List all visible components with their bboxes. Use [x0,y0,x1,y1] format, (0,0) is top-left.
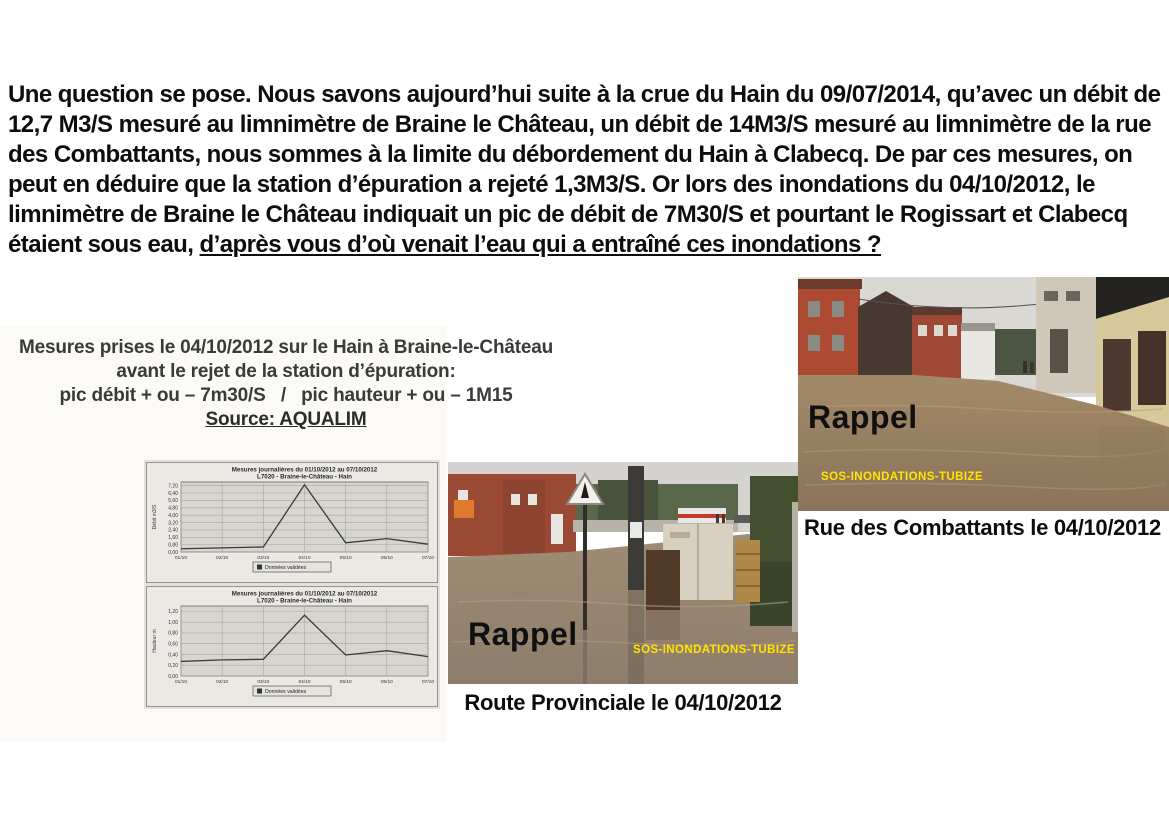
house-window [808,301,820,317]
svg-text:0,00: 0,00 [168,549,178,556]
svg-text:6,40: 6,40 [168,490,178,497]
svg-text:0,40: 0,40 [168,652,178,659]
house-window [832,335,844,351]
house-window [808,335,820,351]
brick-house-gable [503,480,545,554]
box-reflection [646,610,680,640]
concrete-post [792,502,798,632]
red-brick-house-left [798,285,860,381]
svg-text:Données validées: Données validées [265,565,307,571]
svg-text:03/10: 03/10 [257,556,270,561]
svg-text:5,60: 5,60 [168,498,178,505]
svg-text:4,80: 4,80 [168,505,178,512]
svg-text:1,60: 1,60 [168,535,178,542]
measures-note-line1: Mesures prises le 04/10/2012 sur le Hain à Braine-le-Château [19,337,553,358]
garage-door [1103,339,1131,411]
svg-text:Mesures journalières du 01/10/: Mesures journalières du 01/10/2012 au 07/10/2012 [231,590,378,598]
svg-text:Hauteur m: Hauteur m [152,629,158,653]
white-house [961,329,995,379]
measures-note-line2: avant le rejet de la station d’épuration: [116,361,456,382]
svg-text:04/10: 04/10 [298,680,311,685]
svg-text:04/10: 04/10 [298,556,311,561]
parked-car [734,515,750,523]
svg-text:L7020 - Braine-le-Château - Ha: L7020 - Braine-le-Château - Hain [257,597,352,605]
svg-text:01/10: 01/10 [174,680,188,685]
mini-chart-hauteur [146,586,438,707]
svg-text:06/10: 06/10 [380,556,393,561]
caption-route-provinciale: Route Provinciale le 04/10/2012 [464,690,782,715]
svg-text:01/10: 01/10 [174,556,188,561]
house-window [528,494,537,505]
svg-text:07/10: 07/10 [421,680,435,685]
svg-text:Mesures journalières du 01/10/: Mesures journalières du 01/10/2012 au 07/10/2012 [231,466,378,474]
orange-tarp [454,500,474,518]
intro-paragraph [8,80,1166,260]
measures-note-source: Source: AQUALIM [205,409,367,430]
house-door [551,514,563,544]
house-roofline [798,279,862,289]
rappel-overlay-combattants: Rappel [808,399,918,435]
garage-door [1138,331,1166,405]
measures-note-line3: pic débit + ou – 7m30/S / pic hauteur + ou – 1M15 [59,385,513,406]
building-reflection [1098,427,1166,487]
svg-text:02/10: 02/10 [216,556,229,561]
red-row-house [912,313,962,381]
person-silhouette [1023,361,1027,373]
cabinet-vent [670,532,690,538]
svg-text:06/10: 06/10 [380,680,393,685]
cream-building-door [1050,329,1068,373]
watermark-provinciale: SOS-INONDATIONS-TUBIZE [633,644,795,656]
svg-text:05/10: 05/10 [339,680,352,685]
sign-post [583,502,587,630]
svg-text:7,20: 7,20 [168,483,178,490]
svg-text:0,00: 0,00 [168,673,178,680]
svg-text:2,40: 2,40 [168,527,178,534]
pole-notice [630,522,642,538]
svg-text:02/10: 02/10 [216,680,229,685]
svg-text:0,60: 0,60 [168,641,178,648]
measures-note [6,336,566,432]
white-house-roof [961,323,995,331]
svg-text:Données validées: Données validées [265,689,307,695]
person-silhouette [1030,362,1034,373]
intro-text: Une question se pose. Nous savons aujourd’hui suite à la crue du Hain du 09/07/2014, qu’avec un débit de 12,7 M3/S mesuré au limnimètre de Braine le Château, un débit de 14M3/S mesuré au limnimètre de la rue des Combattants, nous sommes à la limite du débordement du Hain à Clabecq. De par ces mesures, on peut en déduire que la station d’épuration a rejeté 1,3M3/S. Or lors des inondations du 04/10/2012, le limnimètre de Braine le Château indiquait un pic de débit de 7M30/S et pourtant le Rogissart et Clabecq étaient sous eau, [8,81,1161,258]
svg-text:3,20: 3,20 [168,520,178,527]
svg-text:1,00: 1,00 [168,619,178,626]
signpost-reflection [583,630,587,684]
house-window [511,494,520,505]
cream-building-window [1044,291,1058,301]
brown-box [646,550,680,610]
row-house-window [918,325,927,336]
svg-text:0,20: 0,20 [168,663,178,670]
svg-text:07/10: 07/10 [421,556,435,561]
svg-text:03/10: 03/10 [257,680,270,685]
watermark-combattants: SOS-INONDATIONS-TUBIZE [821,471,983,483]
svg-text:L7020 - Braine-le-Château - Ha: L7020 - Braine-le-Château - Hain [257,473,352,481]
row-house-window [948,325,957,336]
svg-text:4,00: 4,00 [168,512,178,519]
pedestrian [722,514,725,523]
house-window [832,301,844,317]
svg-text:1,20: 1,20 [168,609,178,616]
row-house-window [934,325,943,336]
intro-underlined-question: d’après vous d’où venait l’eau qui a entraîné ces inondations ? [199,231,882,258]
mini-chart-debit [146,462,438,583]
svg-text:Débit m3/S: Débit m3/S [152,504,158,530]
svg-text:05/10: 05/10 [339,556,352,561]
pedestrian [716,514,719,523]
caption-rue-des-combattants: Rue des Combattants le 04/10/2012 [804,515,1161,540]
rappel-overlay-provinciale: Rappel [468,616,578,652]
cream-building-window [1066,291,1080,301]
svg-text:0,80: 0,80 [168,542,178,549]
svg-text:0,80: 0,80 [168,630,178,637]
